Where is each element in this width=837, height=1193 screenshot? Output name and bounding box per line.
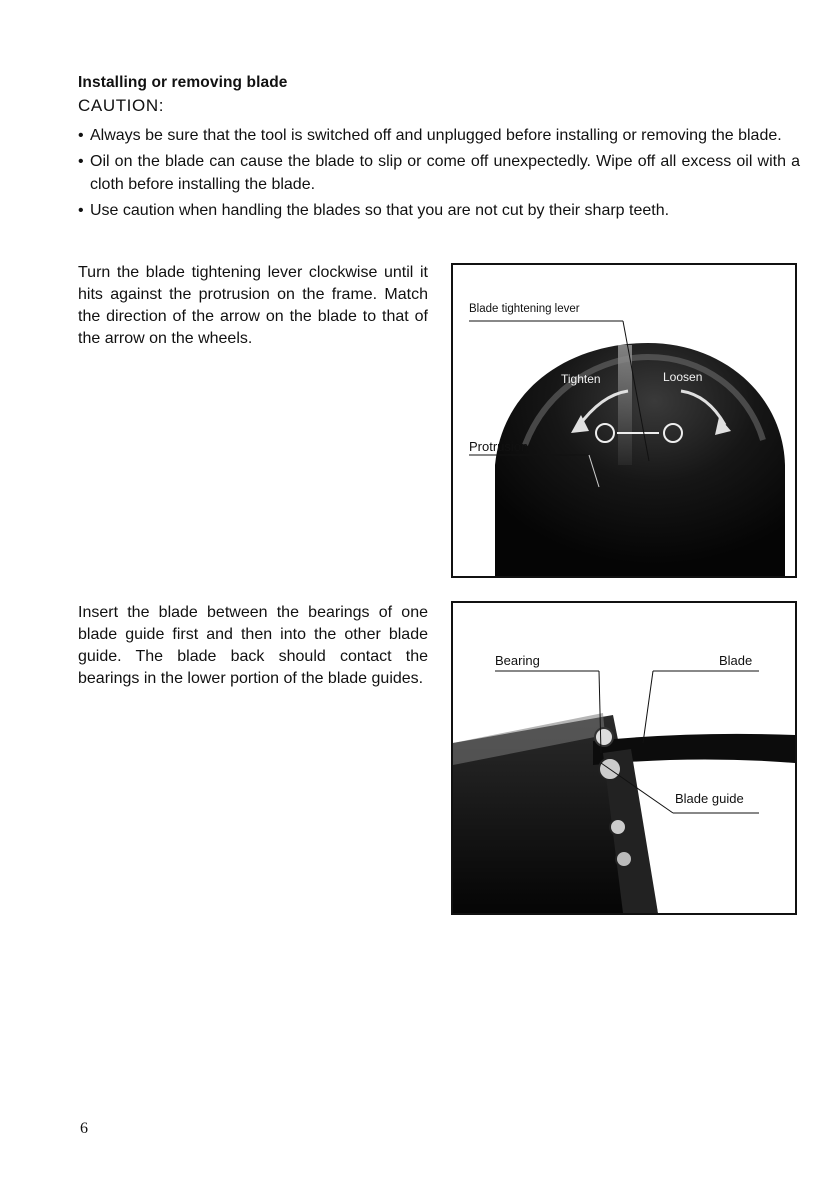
- blade-guide-label: Blade guide: [675, 791, 744, 806]
- caution-item: [78, 199, 800, 222]
- caution-list: [78, 124, 800, 225]
- section-heading: Installing or removing blade: [78, 74, 288, 91]
- bullet-icon: •: [78, 153, 84, 170]
- tighten-label: Tighten: [561, 372, 601, 386]
- page-number: 6: [80, 1120, 88, 1137]
- blade-guide-photo: [453, 603, 795, 913]
- bearing-label: Bearing: [495, 653, 540, 668]
- loosen-label: Loosen: [663, 370, 703, 384]
- caution-item: [78, 124, 800, 147]
- blade-label: Blade: [719, 653, 753, 668]
- lever-figure: [451, 263, 797, 578]
- step2-instructions: Insert the blade between the bearings of one blade guide first and then into the other blade guide. The blade back should contact the bearings in the lower portion of the blade guides.: [78, 604, 428, 687]
- caution-item-text: Always be sure that the tool is switched off and unplugged before installing or removing the blade.: [90, 127, 782, 144]
- caution-item: [78, 150, 800, 196]
- caution-item-text: Use caution when handling the blades so that you are not cut by their sharp teeth.: [90, 202, 670, 219]
- blade-tightening-lever-label: Blade tightening lever: [469, 303, 580, 315]
- bullet-icon: •: [78, 127, 84, 144]
- step1-instructions: Turn the blade tightening lever clockwise until it hits against the protrusion on the frame. Match the direction of the arrow on the blade to that of the arrow on the wheels.: [78, 264, 428, 347]
- protrusion-label: Protrusion: [469, 439, 529, 454]
- bullet-icon: •: [78, 202, 84, 219]
- caution-item-text: Oil on the blade can cause the blade to slip or come off unexpectedly. Wipe off all excess oil with a cloth before installing the blade.: [90, 153, 800, 193]
- caution-label: CAUTION:: [78, 96, 165, 115]
- blade-guide-figure: [451, 601, 797, 915]
